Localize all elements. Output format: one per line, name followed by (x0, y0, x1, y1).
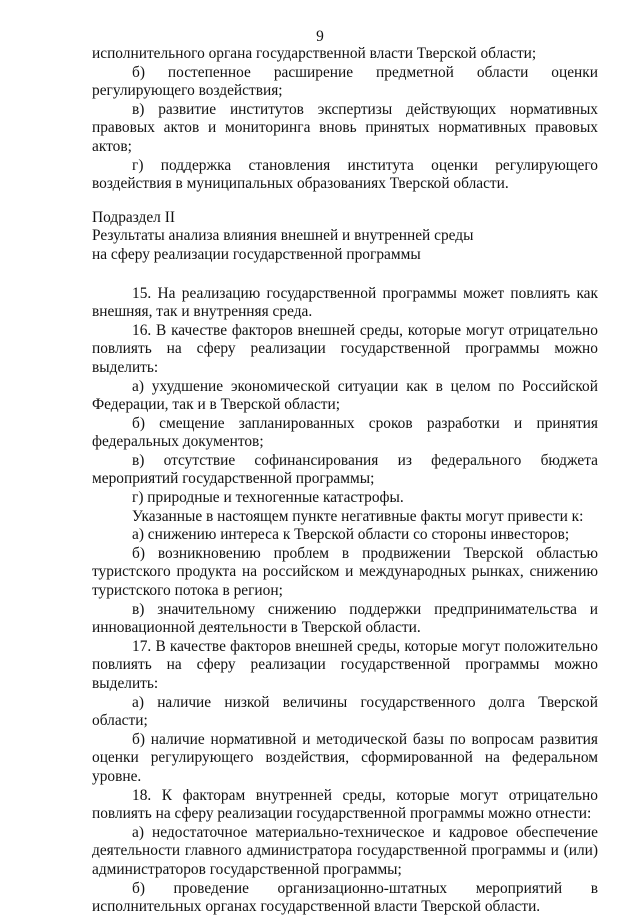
paragraph: а) недостаточное материально-техническое и кадровое обеспечение деятельности главного администратора государственной программы и (или) администраторов государственной программы; (92, 823, 598, 878)
paragraph: а) снижению интереса к Тверской области со стороны инвесторов; (132, 526, 570, 544)
section-subtitle: Подраздел II (92, 208, 175, 226)
paragraph: в) развитие институтов экспертизы действующих нормативных правовых актов и мониторинга вновь принятых нормативных правовых актов; (92, 100, 598, 155)
paragraph: а) ухудшение экономической ситуации как в целом по Российской Федерации, так и в Тверской области; (92, 377, 598, 414)
paragraph: а) наличие низкой величины государственного долга Тверской области; (92, 693, 598, 730)
paragraph: Указанные в настоящем пункте негативные факты могут привести к: (132, 507, 584, 525)
paragraph: в) отсутствие софинансирования из федерального бюджета мероприятий государственной программы; (92, 451, 598, 488)
section-title-line-2: на сферу реализации государственной программы (92, 245, 421, 263)
paragraph: б) постепенное расширение предметной области оценки регулирующего воздействия; (92, 63, 598, 100)
paragraph: 15. На реализацию государственной программы может повлиять как внешняя, так и внутренняя среда. (92, 284, 598, 321)
paragraph: б) смещение запланированных сроков разработки и принятия федеральных документов; (92, 414, 598, 451)
page-number: 9 (316, 28, 324, 45)
paragraph: б) наличие нормативной и методической базы по вопросам развития оценки регулирующего воздействия, сформированной на федеральном уровне. (92, 730, 598, 785)
paragraph: г) природные и техногенные катастрофы. (132, 489, 404, 507)
paragraph: в) значительному снижению поддержки предпринимательства и инновационной деятельности в Тверской области. (92, 600, 598, 637)
paragraph: 16. В качестве факторов внешней среды, которые могут отрицательно повлиять на сферу реализации государственной программы можно выделить: (92, 321, 598, 376)
paragraph: исполнительного органа государственной власти Тверской области; (92, 45, 537, 62)
paragraph: б) возникновению проблем в продвижении Тверской областью туристского продукта на российском и международных рынках, снижению туристского потока в регион; (92, 544, 598, 600)
paragraph: г) поддержка становления института оценки регулирующего воздействия в муниципальных образованиях Тверской области. (92, 156, 598, 193)
paragraph: 17. В качестве факторов внешней среды, которые могут положительно повлиять на сферу реализации государственной программы можно выделить: (92, 637, 598, 692)
paragraph: б) проведение организационно-штатных мероприятий в исполнительных органах государственной власти Тверской области. (92, 879, 598, 916)
paragraph: 18. К факторам внутренней среды, которые могут отрицательно повлиять на сферу реализации государственной программы можно отнести: (92, 786, 598, 823)
document-body (92, 45, 598, 917)
section-title-line-1: Результаты анализа влияния внешней и внутренней среды (92, 227, 474, 245)
